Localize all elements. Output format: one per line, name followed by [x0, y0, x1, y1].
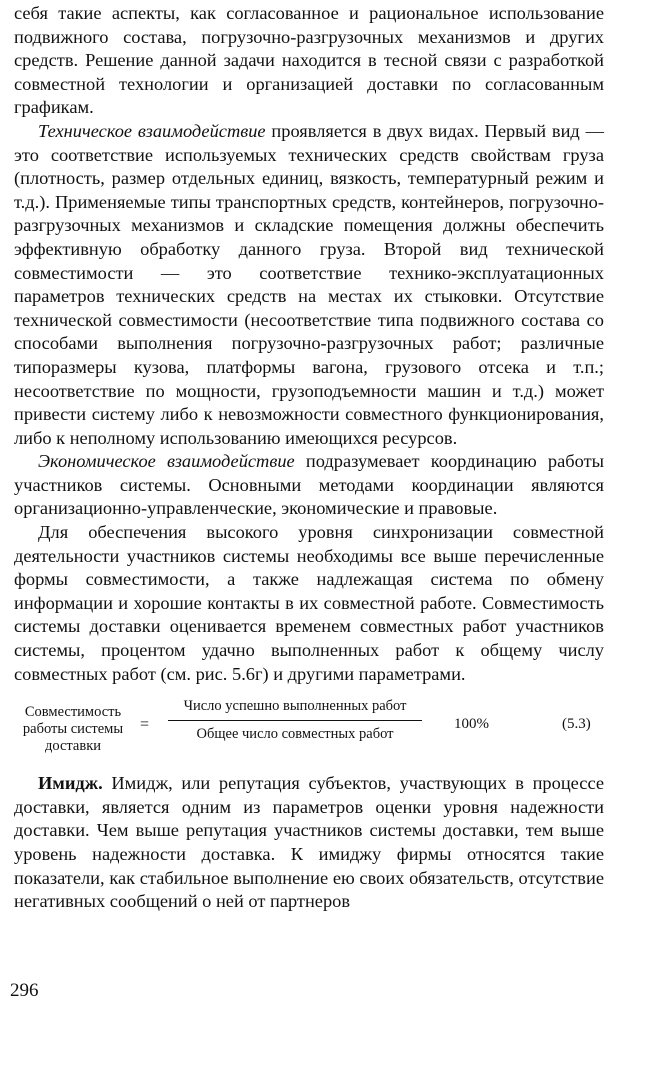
formula-left-line-1: Совместимость	[24, 704, 122, 721]
paragraph-continuation: себя такие аспекты, как согласованное и рациональное использование подвижного состава, погрузочно-разгрузочных механизмов и других средств. Решение данной задачи находится в тесной связи с разработкой совместной технологии и организацией доставки по согласованным графикам.	[14, 3, 604, 118]
formula-left-line-3: доставки	[44, 738, 102, 755]
formula-5-3	[14, 694, 604, 766]
paragraph-economic-interaction-text: подразумевает координацию работы участников системы. Основными методами координации являются организационно-управленческие, экономические и правовые.	[14, 451, 604, 519]
term-image: Имидж.	[38, 773, 103, 794]
formula-numerator: Число успешно выполненных работ	[183, 698, 407, 715]
formula-denominator: Общее число совместных работ	[196, 726, 394, 743]
term-economic-interaction: Экономическое взаимодействие	[38, 451, 295, 472]
formula-number: (5.3)	[562, 716, 591, 733]
formula-left-side	[14, 704, 132, 755]
page-content	[14, 2, 604, 914]
paragraph-image-text: Имидж, или репутация субъектов, участвующих в процессе доставки, является одним из параметров оценки уровня надежности доставки. Чем выше репутация участников системы доставки, тем выше уровень надежности доставка. К имиджу фирмы относятся такие показатели, как стабильное выполнение ею своих обязательств, отсутствие негативных сообщений о ней от партнеров	[14, 773, 604, 912]
formula-left-line-2: работы системы	[22, 721, 124, 738]
formula-multiplier: 100%	[454, 716, 489, 733]
paragraph-synchronization: Для обеспечения высокого уровня синхронизации совместной деятельности участников системы необходимы все выше перечисленные формы совместимости, а также надлежащая система по обмену информации и хорошие контакты в их совместной работе. Совместимость системы доставки оценивается временем совместных работ участников системы, процентом удачно выполненных работ к общему числу совместных работ (см. рис. 5.6г) и другими параметрами.	[14, 522, 604, 684]
paragraph-technical-interaction-text: проявляется в двух видах. Первый вид — это соответствие используемых технических средств свойствам груза (плотность, размер отдельных единиц, вязкость, температурный режим и т.д.). Применяемые типы транспортных средств, контейнеров, погрузочно-разгрузочных механизмов и складские помещения должны обеспечить эффективную обработку данного груза. Второй вид технической совместимости — это соответствие технико-эксплуатационных параметров технических средств на местах их стыковки. Отсутствие технической совместимости (несоответствие типа подвижного состава со способами выполнения погрузочно-разгрузочных работ; различные типоразмеры кузова, платформы вагона, грузового отсека и т.п.; несоответствие по мощности, грузоподъемности машин и т.д.) может привести систему либо к невозможности совместного функционирования, либо к неполному использованию имеющихся ресурсов.	[14, 120, 604, 448]
term-technical-interaction: Техническое взаимодействие	[38, 120, 266, 141]
paragraph-image	[14, 772, 604, 914]
page-number: 296	[10, 980, 39, 1001]
paragraph-economic-interaction	[14, 450, 604, 521]
formula-fraction	[164, 698, 426, 743]
paragraph-technical-interaction	[14, 120, 604, 450]
formula-equals-sign: =	[140, 716, 150, 734]
